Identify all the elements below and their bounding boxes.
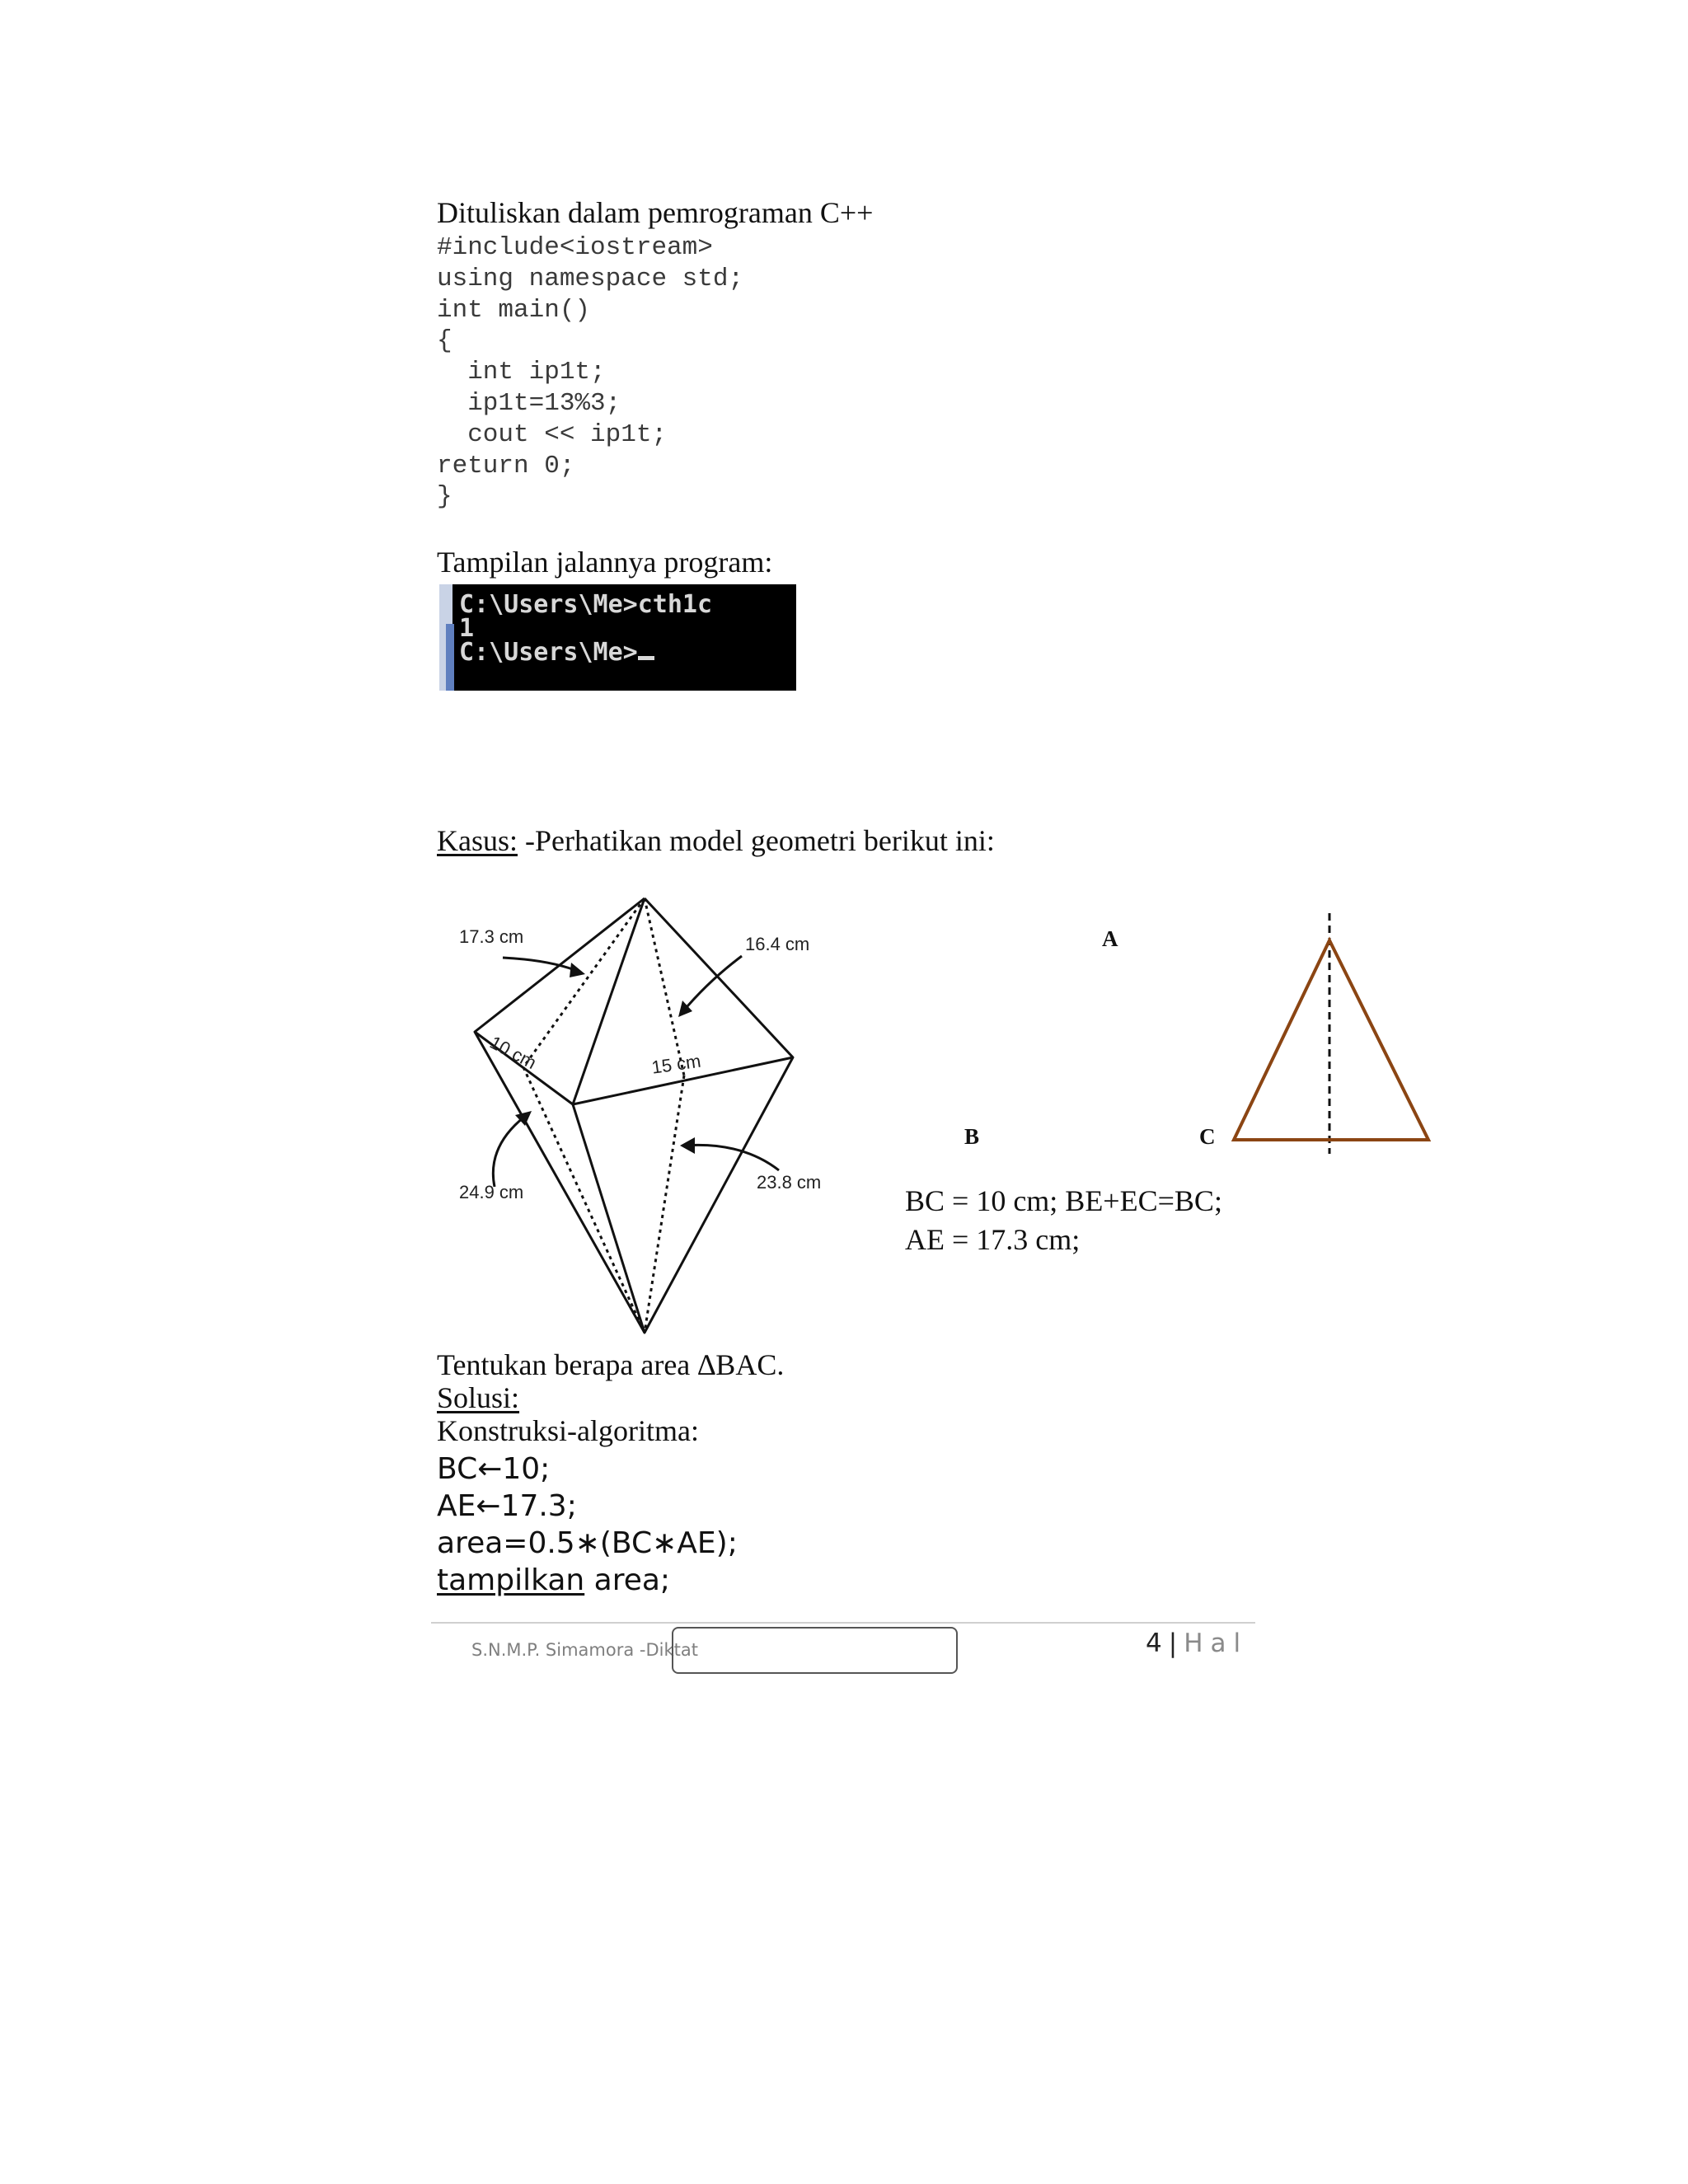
vertex-c-label: C (1199, 1124, 1216, 1149)
question: Tentukan berapa area ∆BAC. (437, 1348, 785, 1381)
page-number: 4 (1146, 1629, 1162, 1658)
console-scroll-edge-highlight (446, 624, 454, 691)
footer-page-number (1146, 1629, 1248, 1658)
footer-author: S.N.M.P. Simamora -Diktat (471, 1640, 698, 1660)
arrow-17-3 (503, 958, 581, 972)
page-hal-label: Hal (1184, 1629, 1249, 1658)
label-10: 10 cm (486, 1032, 540, 1074)
vertex-a-label: A (1102, 926, 1118, 951)
console-line-3: C:\Users\Me> (459, 638, 638, 667)
algo-line-4-rest: area; (584, 1563, 671, 1597)
givens-line-2: AE = 17.3 cm; (905, 1223, 1081, 1256)
figure-edge (573, 898, 645, 1104)
code-line: return 0; (437, 451, 575, 480)
algo-heading: Konstruksi-algoritma: (437, 1414, 699, 1447)
figure-hidden-edge (523, 1067, 645, 1333)
arrow-23-8 (684, 1145, 779, 1170)
algo-line-1: BC←10; (437, 1452, 551, 1486)
algo-line-4 (437, 1562, 670, 1599)
code-line: } (437, 482, 452, 512)
console-output (459, 590, 713, 667)
label-16-4: 16.4 cm (745, 934, 810, 954)
label-15: 15 cm (650, 1050, 702, 1078)
label-24-9: 24.9 cm (459, 1182, 524, 1202)
triangle-diagram (1220, 907, 1434, 1162)
code-listing (437, 232, 743, 513)
algo-keyword-tampilkan: tampilkan (437, 1563, 585, 1597)
case-text: -Perhatikan model geometri berikut ini: (518, 824, 995, 857)
run-heading: Tampilan jalannya program: (437, 546, 773, 579)
arrow-16-4 (682, 956, 742, 1012)
algo-line-3: area=0.5∗(BC∗AE); (437, 1526, 738, 1560)
code-line: cout << ip1t; (437, 419, 668, 449)
label-23-8: 23.8 cm (757, 1172, 822, 1193)
footer-divider (431, 1622, 1255, 1624)
code-line: int ip1t; (437, 358, 606, 387)
code-line: { (437, 326, 452, 356)
vertex-b-label: B (964, 1124, 980, 1149)
figure-hidden-edge (645, 898, 684, 1076)
case-line (437, 824, 995, 857)
figure-edge (573, 1104, 645, 1333)
console-line-1: C:\Users\Me>cth1c (459, 590, 713, 619)
arrow-24-9 (493, 1114, 528, 1187)
console-line-2: 1 (459, 614, 475, 643)
console-screenshot (439, 584, 796, 691)
givens-line-1: BC = 10 cm; BE+EC=BC; (905, 1184, 1222, 1217)
algo-line-2: AE←17.3; (437, 1489, 577, 1523)
figure-hidden-edge (523, 898, 645, 1067)
arrowhead (570, 963, 585, 977)
code-line: using namespace std; (437, 264, 744, 293)
arrowhead (680, 1137, 695, 1154)
console-cursor (638, 656, 654, 660)
triangle-bac (1234, 940, 1428, 1140)
intro-heading: Dituliskan dalam pemrograman C++ (437, 196, 874, 229)
solution-label: Solusi: (437, 1381, 520, 1414)
case-label: Kasus: (437, 824, 518, 857)
code-line: int main() (437, 295, 591, 325)
label-17-3: 17.3 cm (459, 926, 524, 947)
page-separator: | (1168, 1629, 1178, 1658)
footer-textbox (672, 1627, 958, 1674)
code-line: #include<iostream> (437, 233, 713, 262)
code-line: ip1t=13%3; (437, 388, 621, 418)
